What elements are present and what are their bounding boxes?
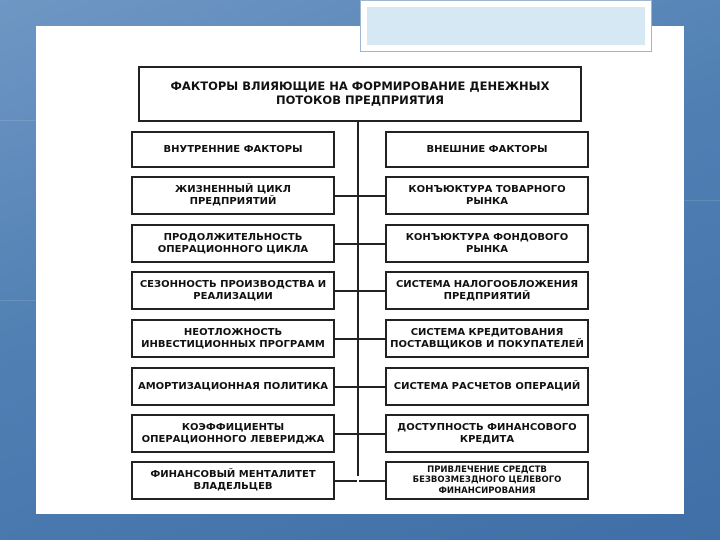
- internal-factor-text: ПРОДОЛЖИТЕЛЬНОСТЬ ОПЕРАЦИОННОГО ЦИКЛА: [157, 231, 309, 255]
- external-factor-box: [385, 224, 589, 263]
- internal-factor-box: [131, 271, 335, 310]
- connector-right: [359, 480, 385, 482]
- external-factor-box: [385, 271, 589, 310]
- internal-factor-text: НЕОТЛОЖНОСТЬ ИНВЕСТИЦИОННЫХ ПРОГРАММ: [141, 326, 325, 350]
- external-factor-text: ПРИВЛЕЧЕНИЕ СРЕДСТВ БЕЗВОЗМЕЗДНОГО ЦЕЛЕВОГО ФИНАНСИРОВАНИЯ: [412, 465, 562, 496]
- external-factor-box: [385, 367, 589, 406]
- external-factor-text: КОНЪЮКТУРА ТОВАРНОГО РЫНКА: [408, 183, 566, 207]
- external-factor-box: [385, 414, 589, 453]
- external-factor-text: ДОСТУПНОСТЬ ФИНАНСОВОГО КРЕДИТА: [397, 421, 577, 445]
- internal-factor-text: КОЭФФИЦИЕНТЫ ОПЕРАЦИОННОГО ЛЕВЕРИДЖА: [141, 421, 325, 445]
- internal-header-text: ВНУТРЕННИЕ ФАКТОРЫ: [163, 143, 303, 155]
- connector-left: [335, 433, 357, 435]
- external-factor-box: [385, 461, 589, 500]
- internal-factor-box: [131, 414, 335, 453]
- internal-factor-box: [131, 176, 335, 215]
- diagram-title: [138, 66, 582, 122]
- connector-right: [359, 290, 385, 292]
- connector-right: [359, 433, 385, 435]
- connector-left: [335, 243, 357, 245]
- external-factor-text: КОНЪЮКТУРА ФОНДОВОГО РЫНКА: [405, 231, 569, 255]
- external-factor-text: СИСТЕМА РАСЧЕТОВ ОПЕРАЦИЙ: [393, 380, 581, 392]
- external-factor-text: СИСТЕМА НАЛОГООБЛОЖЕНИЯ ПРЕДПРИЯТИЙ: [395, 278, 579, 302]
- connector-left: [335, 290, 357, 292]
- external-factor-text: СИСТЕМА КРЕДИТОВАНИЯ ПОСТАВЩИКОВ И ПОКУПАТЕЛЕЙ: [390, 326, 584, 350]
- trunk-line: [357, 122, 359, 476]
- internal-factor-box: [131, 367, 335, 406]
- connector-right: [359, 338, 385, 340]
- internal-factor-box: [131, 224, 335, 263]
- connector-right: [359, 195, 385, 197]
- internal-header: [131, 131, 335, 168]
- connector-right: [359, 243, 385, 245]
- internal-factor-text: ЖИЗНЕННЫЙ ЦИКЛ ПРЕДПРИЯТИЙ: [175, 183, 291, 207]
- internal-factor-text: АМОРТИЗАЦИОННАЯ ПОЛИТИКА: [137, 380, 328, 392]
- connector-left: [335, 338, 357, 340]
- external-factor-box: [385, 176, 589, 215]
- internal-factor-text: ФИНАНСОВЫЙ МЕНТАЛИТЕТ ВЛАДЕЛЬЦЕВ: [150, 468, 316, 492]
- internal-factor-text: СЕЗОННОСТЬ ПРОИЗВОДСТВА И РЕАЛИЗАЦИИ: [139, 278, 327, 302]
- external-factor-box: [385, 319, 589, 358]
- internal-factor-box: [131, 461, 335, 500]
- external-header: [385, 131, 589, 168]
- connector-left: [335, 195, 357, 197]
- internal-factor-box: [131, 319, 335, 358]
- connector-left: [335, 480, 357, 482]
- diagram-title-text: ФАКТОРЫ ВЛИЯЮЩИЕ НА ФОРМИРОВАНИЕ ДЕНЕЖНЫХ ПОТОКОВ ПРЕДПРИЯТИЯ: [170, 79, 550, 107]
- connector-left: [335, 386, 357, 388]
- connector-right: [359, 386, 385, 388]
- external-header-text: ВНЕШНИЕ ФАКТОРЫ: [426, 143, 548, 155]
